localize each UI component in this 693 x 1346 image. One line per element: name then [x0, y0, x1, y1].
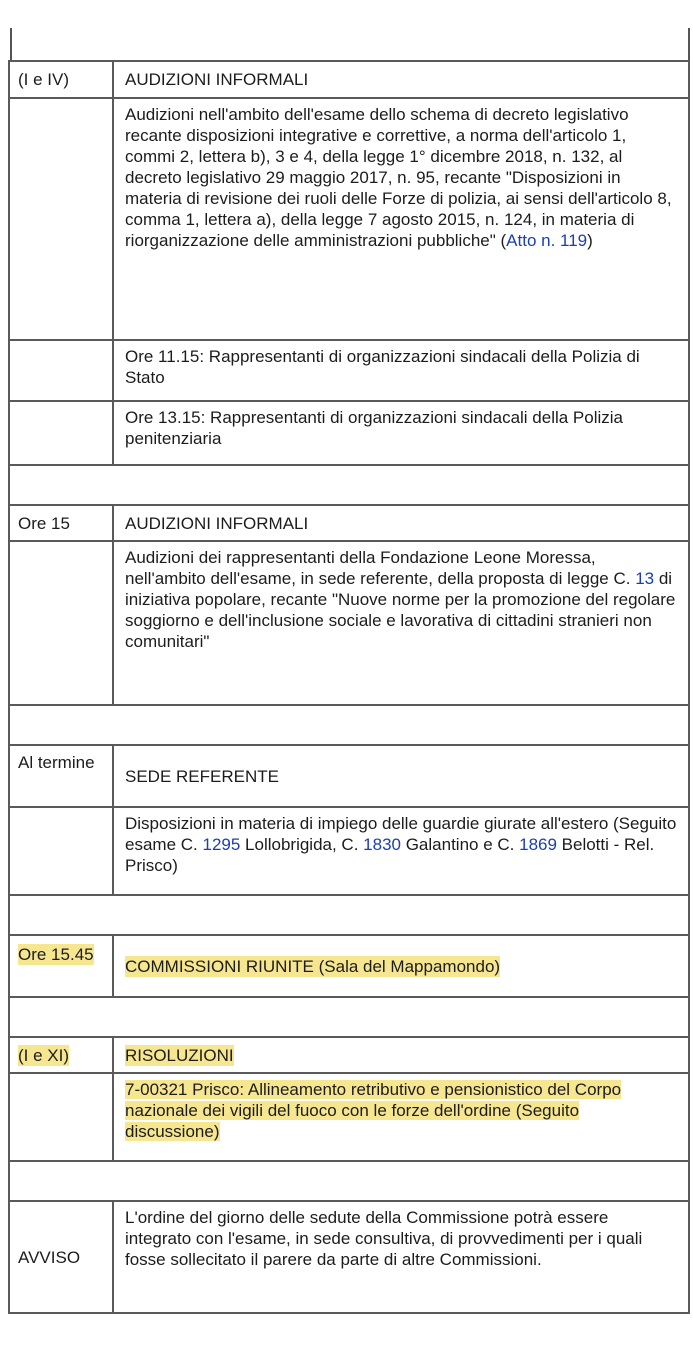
- row-description: Ore 13.15: Rappresentanti di organizzazioni sindacali della Polizia penitenziaria: [125, 408, 624, 448]
- table-spacer-row: [8, 896, 690, 936]
- description-text: Lollobrigida, C.: [240, 835, 364, 854]
- row-label: [10, 1038, 114, 1072]
- description-text: Belotti - Rel. Prisco): [125, 835, 655, 875]
- table-spacer-row: [8, 466, 690, 506]
- table-row: [8, 540, 690, 706]
- table-spacer-row: [8, 998, 690, 1038]
- section-heading: AUDIZIONI INFORMALI: [125, 70, 309, 89]
- table-row: [8, 60, 690, 99]
- section-heading-text: RISOLUZIONI: [125, 1045, 234, 1065]
- table-border-left: [10, 28, 12, 60]
- section-heading: SEDE REFERENTE: [125, 766, 279, 786]
- bill-link-13[interactable]: 13: [635, 569, 655, 588]
- row-description: [114, 808, 688, 894]
- table-row: [8, 806, 690, 896]
- description-text-end: di iniziativa popolare, recante "Nuove norme per la promozione del regolare soggiorno e dell'inclusione sociale e lavorativa di cittadini stranieri non comunitari": [125, 569, 676, 651]
- row-label-empty: [10, 808, 114, 894]
- row-description: [114, 99, 688, 339]
- bill-link-1295[interactable]: 1295: [202, 835, 241, 854]
- table-top-stub: [0, 0, 693, 60]
- row-description: [114, 542, 688, 704]
- commission-label: (I e XI): [18, 1045, 70, 1065]
- row-description: Ore 11.15: Rappresentanti di organizzazioni sindacali della Polizia di Stato: [125, 347, 640, 387]
- table-border-right: [688, 28, 690, 60]
- time-label: Ore 15.45: [18, 945, 94, 964]
- resolution-text: 7-00321 Prisco: Allineamento retributivo e pensionistico del Corpo nazionale dei vigili del fuoco con le forze dell'ordine (Seguito discussione): [125, 1080, 622, 1141]
- row-description: [114, 1074, 688, 1160]
- table-row: [8, 339, 690, 402]
- description-text: Disposizioni in materia di impiego delle guardie giurate all'estero (Seguito esame C.: [125, 814, 677, 854]
- row-label-empty: [10, 99, 114, 339]
- row-label: (I e IV): [10, 62, 114, 97]
- description-text-end: ): [587, 231, 593, 250]
- table-row: [8, 1200, 690, 1314]
- table-row: [8, 504, 690, 542]
- bill-link-1869[interactable]: 1869: [519, 835, 557, 854]
- description-text: Audizioni nell'ambito dell'esame dello schema di decreto legislativo recante disposizioni integrative e correttive, a norma dell'articolo 1, commi 2, lettera b), 3 e 4, della legge 1° dicembre 2018, n. 132, al decreto legislativo 29 maggio 2017, n. 95, recante "Disposizioni in materia di revisione dei ruoli delle Forze di polizia, ai sensi dell'articolo 8, comma 1, lettera a), della legge 7 agosto 2015, n. 124, in materia di riorganizzazione delle amministrazioni pubbliche" (: [125, 105, 672, 250]
- table-row: [8, 400, 690, 466]
- table-row: [8, 744, 690, 808]
- row-label: AVVISO: [10, 1202, 114, 1312]
- table-row: [8, 1036, 690, 1074]
- row-label-empty: [10, 1074, 114, 1160]
- notice-text: L'ordine del giorno delle sedute della Commissione potrà essere integrato con l'esame, in sede consultiva, di provvedimenti per i quali fosse sollecitato il parere da parte di altre Commissioni.: [125, 1208, 643, 1269]
- section-heading: AUDIZIONI INFORMALI: [125, 513, 309, 533]
- description-text: Audizioni dei rappresentanti della Fondazione Leone Moressa, nell'ambito dell'esame, in sede referente, della proposta di legge C.: [125, 548, 636, 588]
- table-spacer-row: [8, 1162, 690, 1202]
- row-label: Ore 15: [10, 506, 114, 540]
- row-label-empty: [10, 402, 114, 464]
- atto-link[interactable]: Atto n. 119: [506, 231, 588, 250]
- section-heading: [114, 1038, 688, 1072]
- table-row: [8, 97, 690, 341]
- table-row: [8, 934, 690, 998]
- bill-link-1830[interactable]: 1830: [363, 835, 401, 854]
- row-label-empty: [10, 341, 114, 400]
- row-label-empty: [10, 542, 114, 704]
- row-label: Al termine: [10, 746, 114, 806]
- section-heading-text: COMMISSIONI RIUNITE (Sala del Mappamondo): [125, 956, 501, 976]
- table-spacer-row: [8, 706, 690, 746]
- row-label: [10, 936, 114, 996]
- description-text: Galantino e C.: [400, 835, 520, 854]
- table-row: [8, 1072, 690, 1162]
- section-heading: [114, 936, 688, 996]
